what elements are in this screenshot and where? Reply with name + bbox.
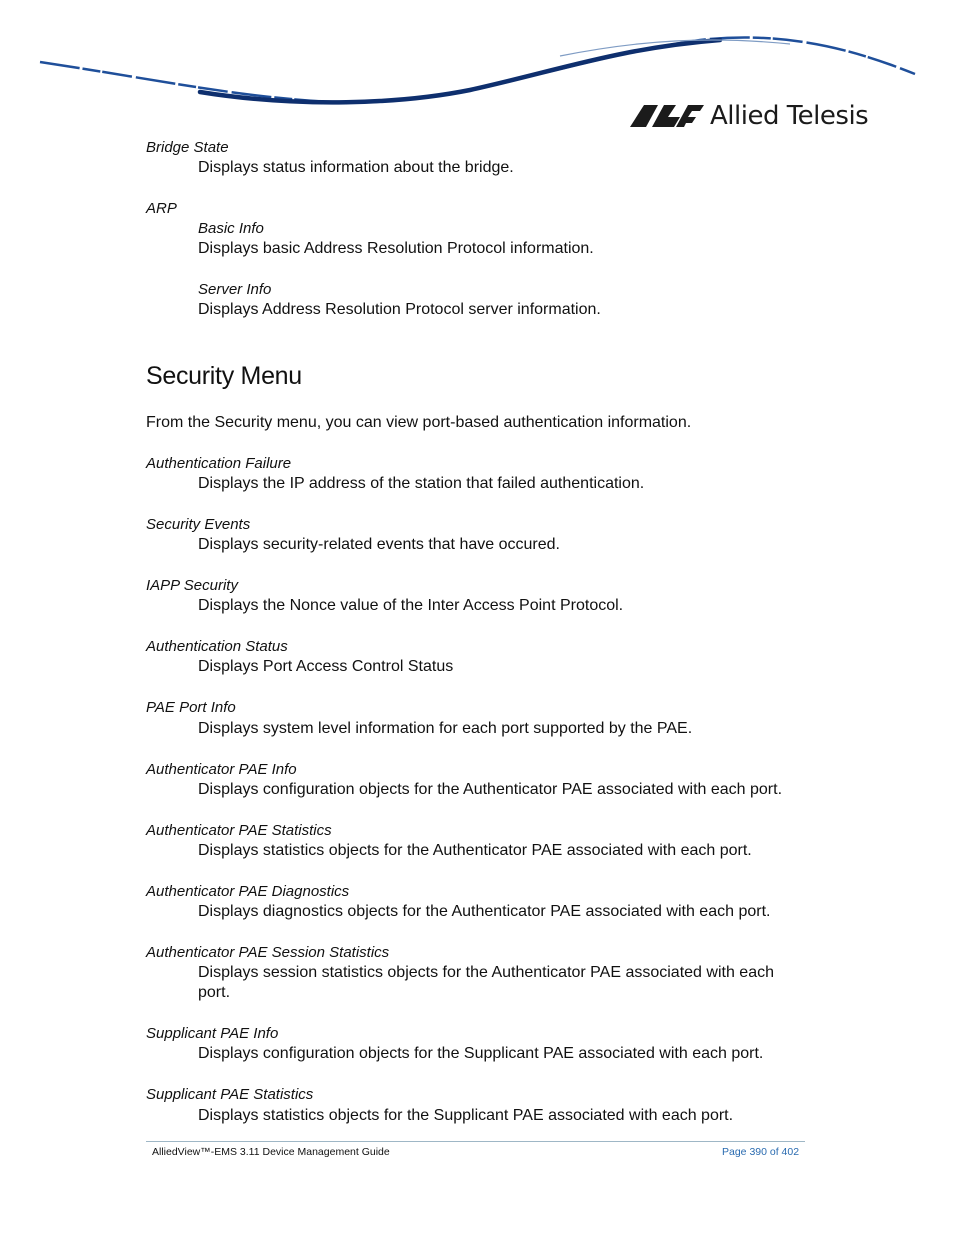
supplicant-pae-info-term: Supplicant PAE Info — [146, 1025, 279, 1042]
auth-status-term: Authentication Status — [146, 638, 288, 655]
arp-basic-info-term: Basic Info — [198, 220, 264, 237]
bridge-state-term: Bridge State — [146, 139, 229, 156]
arp-server-info-desc: Displays Address Resolution Protocol server information. — [198, 301, 601, 318]
supplicant-pae-statistics-desc: Displays statistics objects for the Supplicant PAE associated with each port. — [198, 1107, 734, 1124]
auth-pae-statistics-desc: Displays statistics objects for the Authenticator PAE associated with each port. — [198, 842, 752, 859]
supplicant-pae-statistics-term: Supplicant PAE Statistics — [146, 1086, 314, 1103]
section-intro: From the Security menu, you can view port-based authentication information. — [146, 414, 692, 431]
security-events-desc: Displays security-related events that have occured. — [198, 536, 560, 553]
auth-pae-statistics-term: Authenticator PAE Statistics — [146, 822, 332, 839]
auth-pae-info-term: Authenticator PAE Info — [146, 761, 297, 778]
page-number: Page 390 of 402 — [722, 1146, 800, 1158]
footer-divider — [146, 1141, 805, 1142]
pae-port-info-desc: Displays system level information for each port supported by the PAE. — [198, 720, 693, 737]
supplicant-pae-info-desc: Displays configuration objects for the Supplicant PAE associated with each port. — [198, 1045, 764, 1062]
pae-port-info-term: PAE Port Info — [146, 699, 236, 716]
iapp-security-desc: Displays the Nonce value of the Inter Access Point Protocol. — [198, 597, 624, 614]
auth-status-desc: Displays Port Access Control Status — [198, 658, 454, 675]
allied-telesis-logo — [630, 100, 868, 132]
arp-term: ARP — [146, 200, 177, 217]
auth-pae-info-desc: Displays configuration objects for the Authenticator PAE associated with each port. — [198, 781, 783, 798]
footer-title: AlliedView™-EMS 3.11 Device Management Guide — [152, 1146, 390, 1158]
iapp-security-term: IAPP Security — [146, 577, 238, 594]
auth-pae-diagnostics-term: Authenticator PAE Diagnostics — [146, 883, 350, 900]
section-title: Security Menu — [146, 362, 302, 390]
bridge-state-desc: Displays status information about the bridge. — [198, 159, 514, 176]
auth-pae-session-statistics-term: Authenticator PAE Session Statistics — [146, 944, 390, 961]
auth-failure-desc: Displays the IP address of the station that failed authentication. — [198, 475, 645, 492]
auth-pae-diagnostics-desc: Displays diagnostics objects for the Authenticator PAE associated with each port. — [198, 903, 771, 920]
arp-basic-info-desc: Displays basic Address Resolution Protocol information. — [198, 240, 594, 257]
auth-pae-session-statistics-desc: Displays session statistics objects for the Authenticator PAE associated with each port. — [198, 964, 774, 1001]
auth-failure-term: Authentication Failure — [146, 455, 292, 472]
arp-server-info-term: Server Info — [198, 281, 272, 298]
logo-mark-icon — [630, 103, 706, 129]
security-events-term: Security Events — [146, 516, 251, 533]
logo-wordmark: Allied Telesis — [710, 101, 869, 131]
